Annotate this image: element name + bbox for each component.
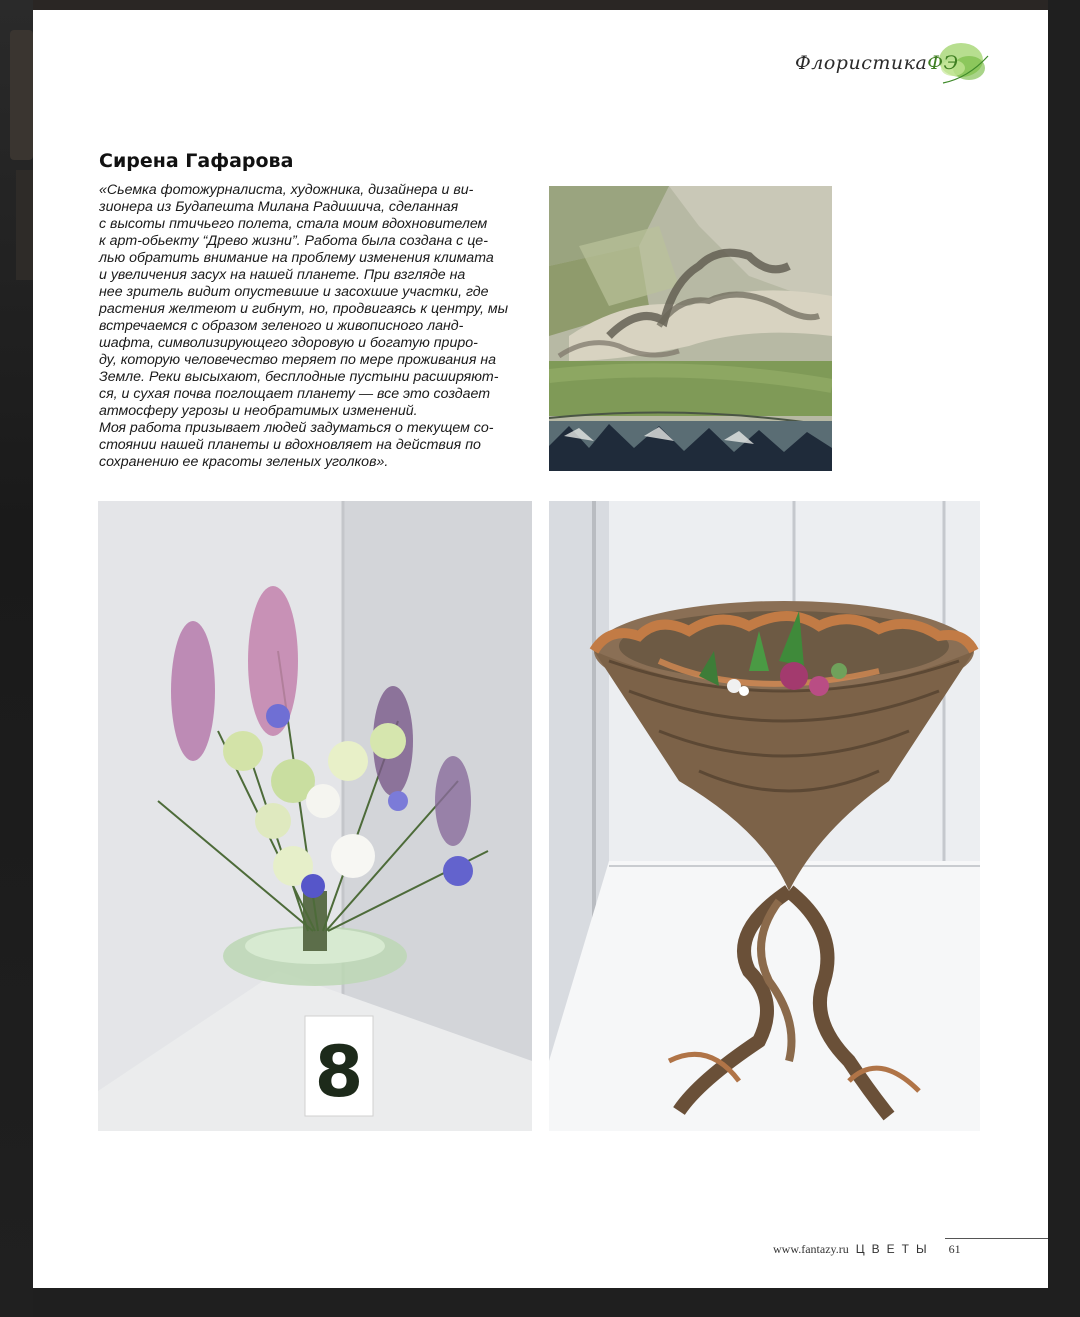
quote-line: «Сьемка фотожурналиста, художника, дизайнера и ви- xyxy=(99,182,474,198)
page-number: 61 xyxy=(948,1242,961,1256)
quote-line: и увеличения засух на нашей планете. При взгляде на xyxy=(99,267,466,283)
magazine-logo xyxy=(793,38,993,93)
background-top-edge xyxy=(33,0,1048,10)
bouquet-number-card: 8 xyxy=(314,1031,364,1113)
quote-line: Земле. Реки высыхают, бесплодные пустыни расширяют- xyxy=(99,369,499,385)
quote-line: растения желтеют и гибнут, но, продвигаясь к центру, мы xyxy=(99,301,509,317)
quote-line: атмосферу угрозы и необратимых изменений. xyxy=(99,403,418,419)
nest-sculpture-photo xyxy=(549,501,980,1131)
quote-line: встречаемся с образом зеленого и живописного ланд- xyxy=(99,318,464,334)
quote-line: зионера из Будапешта Милана Радишича, сделанная xyxy=(99,199,459,215)
quote-line: стоянии нашей планеты и вдохновляет на действия по xyxy=(99,437,481,453)
aerial-landscape-photo xyxy=(549,186,832,471)
page-footer xyxy=(773,1242,961,1257)
quote-line: нее зритель видит опустевшие и засохшие участки, где xyxy=(99,284,489,300)
bouquet-photo xyxy=(98,501,532,1131)
logo-mark: ФЭ xyxy=(927,52,959,74)
article-title: Сирена Гафарова xyxy=(99,150,294,172)
quote-line: Моя работа призывает людей задуматься о текущем со- xyxy=(99,420,494,436)
footer-url: www.fantazy.ru xyxy=(773,1242,849,1256)
magazine-page xyxy=(33,10,1048,1288)
background-left-edge xyxy=(0,0,33,1317)
quote-line: лью обратить внимание на проблему изменения климата xyxy=(99,250,494,266)
quote-line: с высоты птичьего полета, стала моим вдохновителем xyxy=(99,216,488,232)
logo-text: Флористика xyxy=(795,52,928,74)
quote-line: сохранению ее красоты зеленых уголков». xyxy=(99,454,389,470)
background-object xyxy=(10,30,33,160)
footer-rule xyxy=(945,1238,1048,1239)
quote-line: ся, и сухая почва поглощает планету — все это создает xyxy=(99,386,491,402)
quote-line: шафта, символизирующего здоровую и богатую приро- xyxy=(99,335,478,351)
background-object xyxy=(16,170,33,280)
quote-line: к арт-обьекту “Древо жизни”. Работа была создана с це- xyxy=(99,233,488,249)
quote-line: ду, которую человечество теряет по мере проживания на xyxy=(99,352,497,368)
article-quote xyxy=(99,182,529,471)
footer-magazine-name: ЦВЕТЫ xyxy=(855,1242,934,1256)
